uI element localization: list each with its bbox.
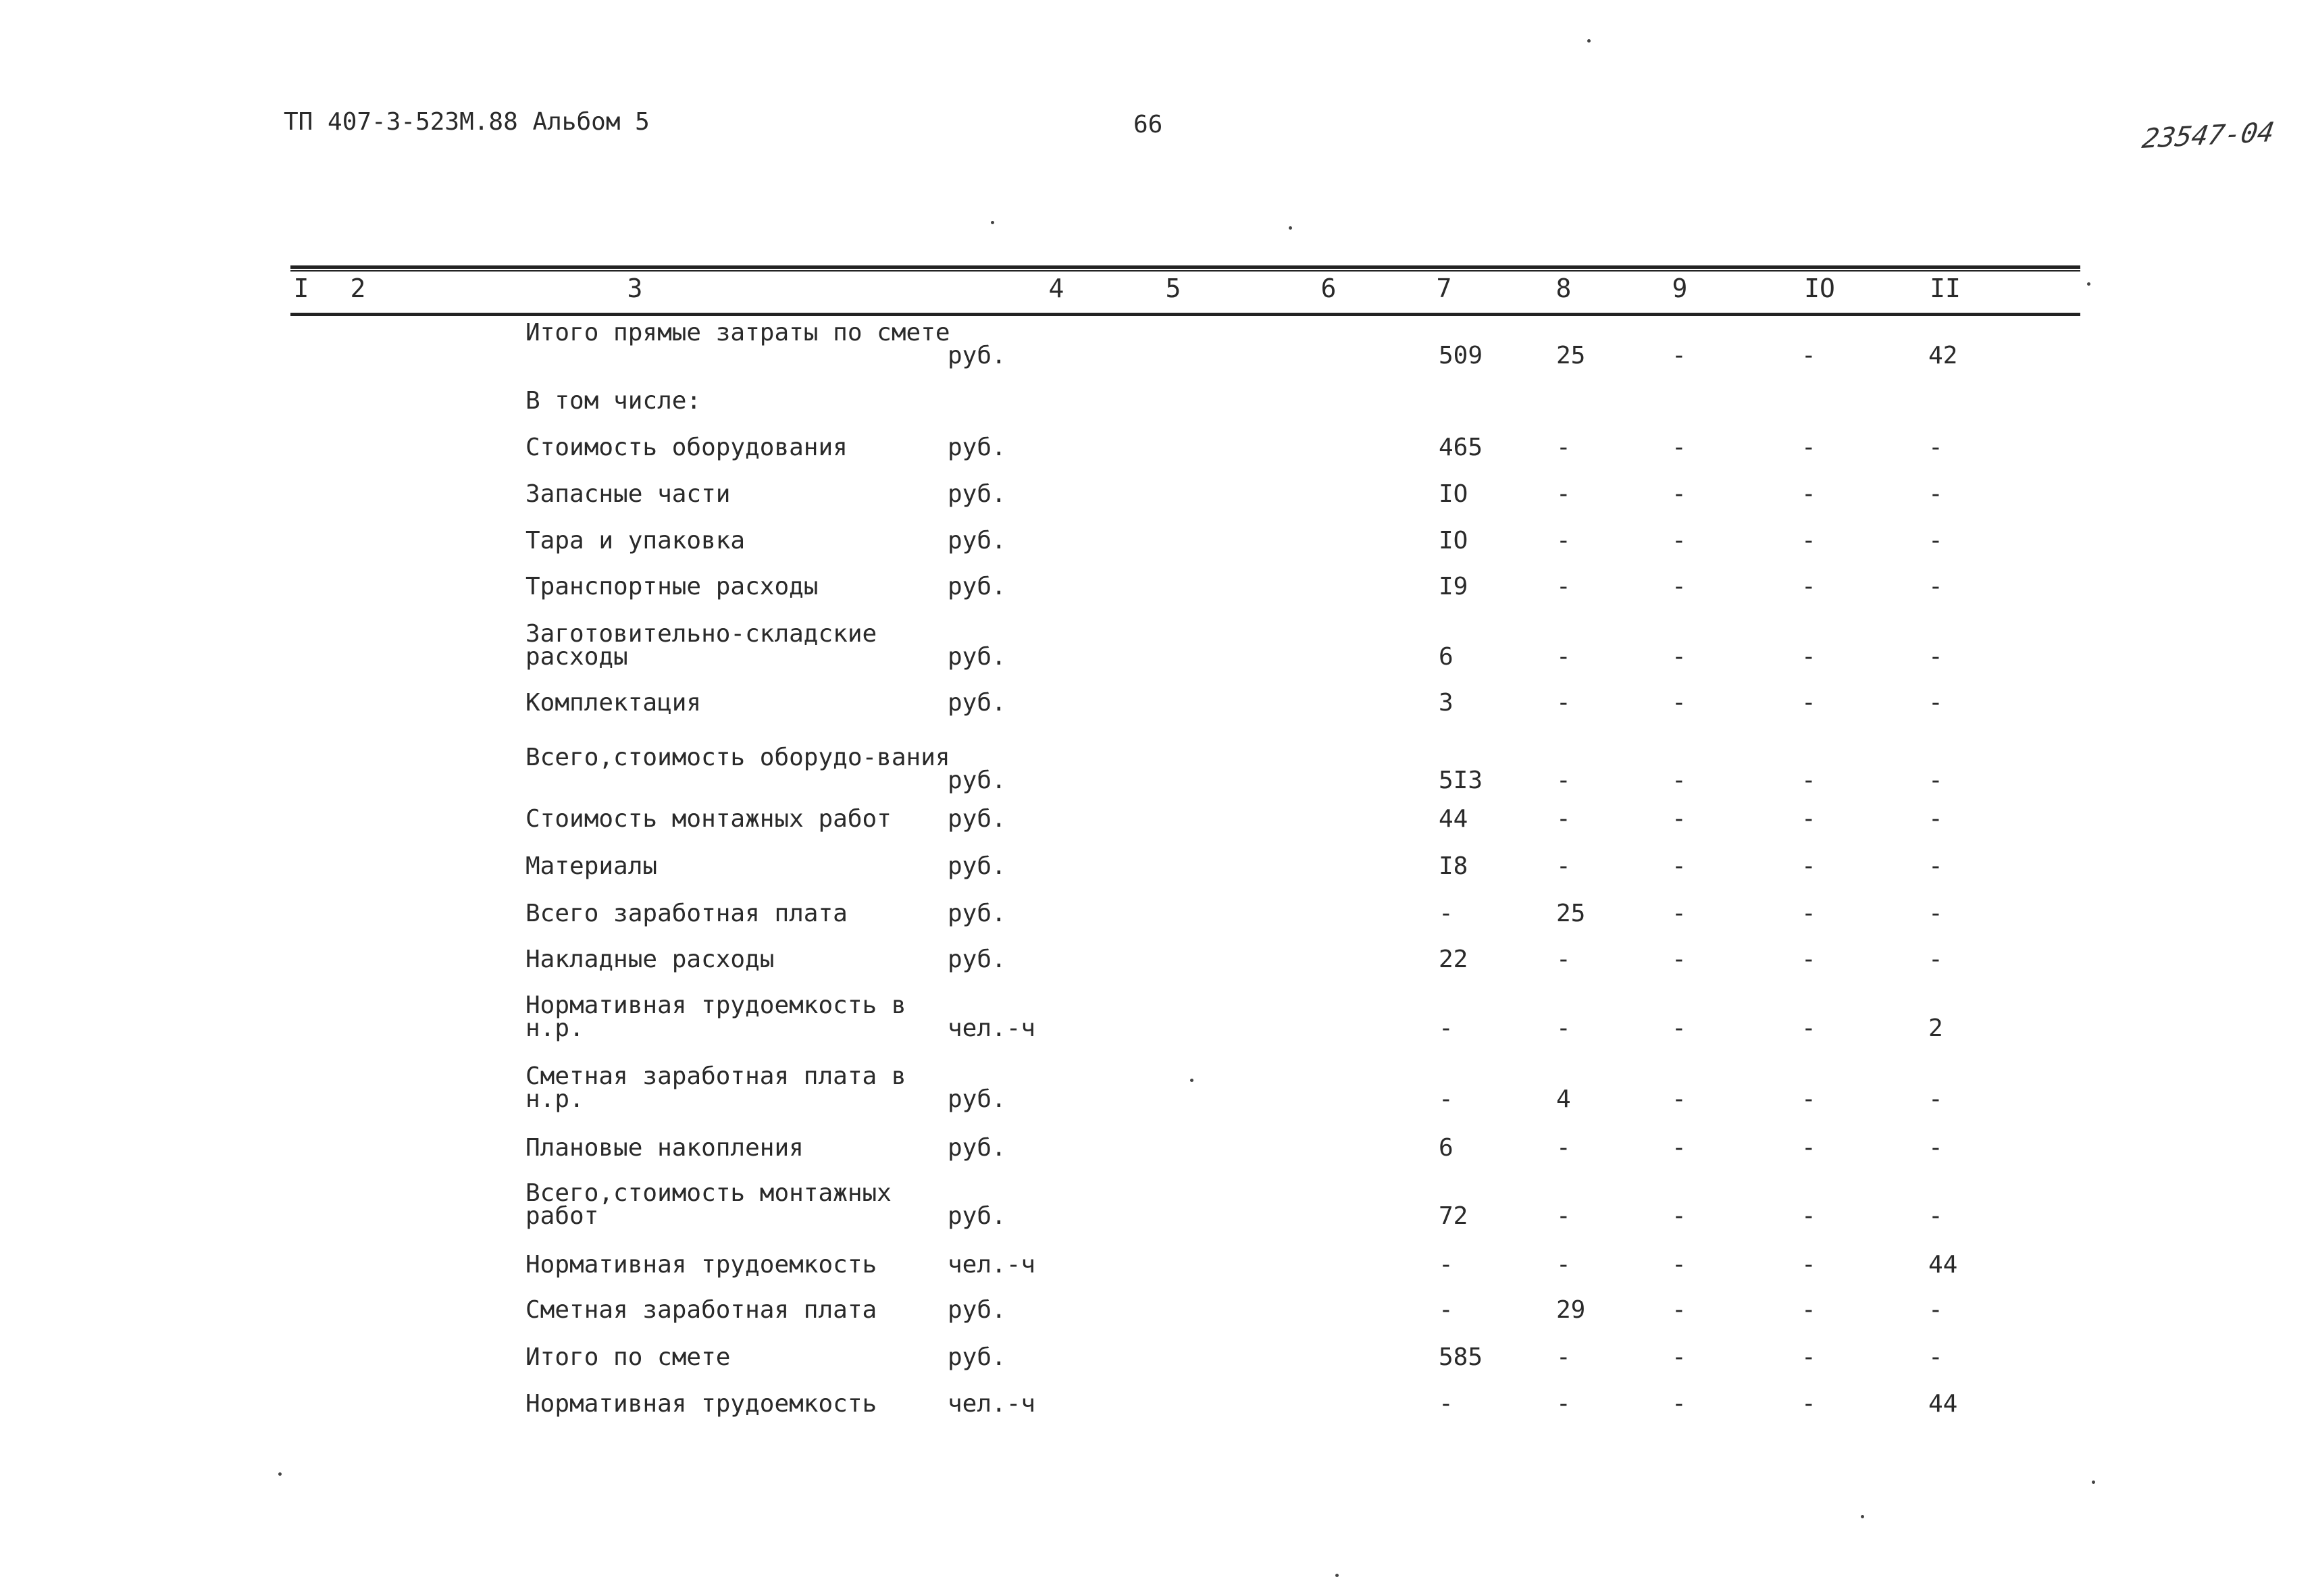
cell-c8: - — [1556, 480, 1571, 508]
cell-unit: руб. — [948, 527, 1006, 555]
cell-unit: руб. — [948, 342, 1006, 369]
cell-c11: - — [1928, 434, 1943, 461]
cell-unit: руб. — [948, 1343, 1006, 1371]
cell-label: Всего заработная плата — [525, 900, 848, 927]
cell-unit: руб. — [948, 767, 1006, 794]
cell-c9: - — [1672, 852, 1687, 880]
cell-c8: - — [1556, 1134, 1571, 1162]
cell-c9: - — [1672, 1296, 1687, 1324]
cell-c11: - — [1928, 480, 1943, 508]
cell-c9: - — [1672, 527, 1687, 555]
cell-c7: 465 — [1439, 434, 1483, 461]
cell-c10: - — [1801, 767, 1816, 794]
cell-unit: руб. — [948, 946, 1006, 973]
cell-c7: - — [1439, 1296, 1454, 1324]
column-header-2: 2 — [350, 274, 366, 303]
cell-c7: 5I3 — [1439, 767, 1483, 794]
handwritten-code: 23547-04 — [2140, 116, 2277, 155]
cell-c7: 3 — [1439, 689, 1454, 717]
cell-c7: - — [1439, 1251, 1454, 1279]
cell-c8: - — [1556, 1343, 1571, 1371]
cell-c10: - — [1801, 1343, 1816, 1371]
cell-label: Запасные части — [525, 480, 731, 508]
cell-c10: - — [1801, 643, 1816, 671]
cell-label: Нормативная трудоемкость в н.р. — [525, 992, 906, 1042]
cell-c10: - — [1801, 573, 1816, 600]
cell-label: Тара и упаковка — [525, 527, 746, 555]
cell-label: Всего,стоимость монтажных работ — [525, 1179, 892, 1230]
cell-c10: - — [1801, 805, 1816, 833]
cell-label: Нормативная трудоемкость — [525, 1390, 877, 1418]
cell-label: Всего,стоимость оборудо-вания — [525, 744, 950, 771]
cell-c11: - — [1928, 689, 1943, 717]
cell-c9: - — [1672, 900, 1687, 927]
cell-c9: - — [1672, 689, 1687, 717]
cell-c9: - — [1672, 1085, 1687, 1113]
cell-c11: - — [1928, 527, 1943, 555]
cell-unit: руб. — [948, 1085, 1006, 1113]
cell-c7: 509 — [1439, 342, 1483, 369]
cell-c11: - — [1928, 1085, 1943, 1113]
cell-c9: - — [1672, 767, 1687, 794]
table-top-rule — [290, 265, 2080, 269]
cell-label: Комплектация — [525, 689, 702, 717]
column-header-3: 3 — [627, 274, 643, 303]
cell-c8: - — [1556, 1390, 1571, 1418]
cell-c8: 4 — [1556, 1085, 1571, 1113]
cell-c7: - — [1439, 1014, 1454, 1042]
column-header-10: IO — [1804, 274, 1835, 303]
cell-c11: 44 — [1928, 1251, 1958, 1279]
cell-c11: - — [1928, 1134, 1943, 1162]
cell-c11: 2 — [1928, 1014, 1943, 1042]
cell-label: Нормативная трудоемкость — [525, 1251, 877, 1279]
cell-c10: - — [1801, 1202, 1816, 1230]
cell-c11: 44 — [1928, 1390, 1958, 1418]
cell-c8: - — [1556, 1202, 1571, 1230]
cell-c8: - — [1556, 573, 1571, 600]
cell-c8: - — [1556, 767, 1571, 794]
cell-c10: - — [1801, 900, 1816, 927]
column-header-1: I — [293, 274, 309, 303]
cell-unit: руб. — [948, 573, 1006, 600]
cell-c10: - — [1801, 480, 1816, 508]
cell-c7: 72 — [1439, 1202, 1468, 1230]
cell-unit: чел.-ч — [948, 1390, 1036, 1418]
cell-c9: - — [1672, 946, 1687, 973]
cell-unit: чел.-ч — [948, 1014, 1036, 1042]
cell-unit: руб. — [948, 434, 1006, 461]
cell-unit: руб. — [948, 643, 1006, 671]
cell-label: Итого прямые затраты по смете — [525, 319, 950, 346]
cell-c8: - — [1556, 1014, 1571, 1042]
cell-unit: руб. — [948, 1134, 1006, 1162]
column-header-4: 4 — [1048, 274, 1064, 303]
cell-c9: - — [1672, 1134, 1687, 1162]
cell-c9: - — [1672, 1202, 1687, 1230]
cell-unit: руб. — [948, 480, 1006, 508]
cell-label: Стоимость монтажных работ — [525, 805, 892, 833]
cell-c11: - — [1928, 643, 1943, 671]
cell-c9: - — [1672, 573, 1687, 600]
cell-c9: - — [1672, 1251, 1687, 1279]
cell-c11: - — [1928, 946, 1943, 973]
column-header-8: 8 — [1555, 274, 1572, 303]
cell-c11: - — [1928, 1343, 1943, 1371]
cell-c10: - — [1801, 434, 1816, 461]
cell-label: Накладные расходы — [525, 946, 775, 973]
cell-label: Сметная заработная плата в н.р. — [525, 1062, 906, 1113]
cell-c11: - — [1928, 852, 1943, 880]
cell-unit: руб. — [948, 805, 1006, 833]
cell-unit: чел.-ч — [948, 1251, 1036, 1279]
cell-c10: - — [1801, 1296, 1816, 1324]
cell-c7: - — [1439, 1390, 1454, 1418]
cell-c9: - — [1672, 434, 1687, 461]
cell-c8: 25 — [1556, 900, 1586, 927]
cell-c11: - — [1928, 1296, 1943, 1324]
cell-unit: руб. — [948, 852, 1006, 880]
cell-c10: - — [1801, 852, 1816, 880]
cell-c9: - — [1672, 1343, 1687, 1371]
cell-c10: - — [1801, 342, 1816, 369]
cell-unit: руб. — [948, 1202, 1006, 1230]
cell-c8: - — [1556, 527, 1571, 555]
column-header-5: 5 — [1165, 274, 1181, 303]
document-header: ТП 407-3-523М.88 Альбом 5 — [284, 108, 650, 136]
cell-c11: - — [1928, 805, 1943, 833]
cell-c11: - — [1928, 900, 1943, 927]
cell-c8: - — [1556, 805, 1571, 833]
cell-c9: - — [1672, 342, 1687, 369]
cell-c7: IO — [1439, 527, 1468, 555]
cell-c7: IO — [1439, 480, 1468, 508]
cell-unit: руб. — [948, 900, 1006, 927]
cell-c7: 44 — [1439, 805, 1468, 833]
cell-c10: - — [1801, 1014, 1816, 1042]
cell-c8: - — [1556, 643, 1571, 671]
cell-c10: - — [1801, 1085, 1816, 1113]
cell-c9: - — [1672, 1014, 1687, 1042]
cell-c11: 42 — [1928, 342, 1958, 369]
column-header-11: II — [1930, 274, 1961, 303]
column-header-9: 9 — [1672, 274, 1688, 303]
cell-c8: 29 — [1556, 1296, 1586, 1324]
cell-label: Стоимость оборудования — [525, 434, 848, 461]
cell-label: Итого по смете — [525, 1343, 731, 1371]
cell-label: В том числе: — [525, 387, 702, 415]
cell-c8: - — [1556, 434, 1571, 461]
cell-c7: 6 — [1439, 1134, 1454, 1162]
cell-c8: 25 — [1556, 342, 1586, 369]
column-header-7: 7 — [1436, 274, 1452, 303]
cell-c10: - — [1801, 527, 1816, 555]
cell-c10: - — [1801, 1251, 1816, 1279]
cell-c10: - — [1801, 689, 1816, 717]
cell-label: Сметная заработная плата — [525, 1296, 877, 1324]
column-header-6: 6 — [1320, 274, 1337, 303]
cell-label: Материалы — [525, 852, 658, 880]
cell-c9: - — [1672, 480, 1687, 508]
cell-c10: - — [1801, 1134, 1816, 1162]
cell-c7: - — [1439, 900, 1454, 927]
table-header-rule — [290, 313, 2080, 316]
cell-c7: I8 — [1439, 852, 1468, 880]
cell-c9: - — [1672, 805, 1687, 833]
cell-c7: - — [1439, 1085, 1454, 1113]
page-number: 66 — [1133, 111, 1163, 138]
cell-c7: 6 — [1439, 643, 1454, 671]
cell-label: Заготовительно-складские расходы — [525, 620, 877, 671]
cell-c7: 22 — [1439, 946, 1468, 973]
cell-label: Транспортные расходы — [525, 573, 819, 600]
cell-c7: I9 — [1439, 573, 1468, 600]
cell-c8: - — [1556, 1251, 1571, 1279]
cell-c10: - — [1801, 946, 1816, 973]
cell-c11: - — [1928, 767, 1943, 794]
cell-c10: - — [1801, 1390, 1816, 1418]
cell-c9: - — [1672, 1390, 1687, 1418]
cell-c8: - — [1556, 852, 1571, 880]
cell-c11: - — [1928, 1202, 1943, 1230]
cell-c11: - — [1928, 573, 1943, 600]
cell-c8: - — [1556, 689, 1571, 717]
cell-c8: - — [1556, 946, 1571, 973]
table-top-rule-thin — [290, 270, 2080, 272]
cell-label: Плановые накопления — [525, 1134, 804, 1162]
cell-unit: руб. — [948, 689, 1006, 717]
cell-c9: - — [1672, 643, 1687, 671]
cell-c7: 585 — [1439, 1343, 1483, 1371]
cell-unit: руб. — [948, 1296, 1006, 1324]
